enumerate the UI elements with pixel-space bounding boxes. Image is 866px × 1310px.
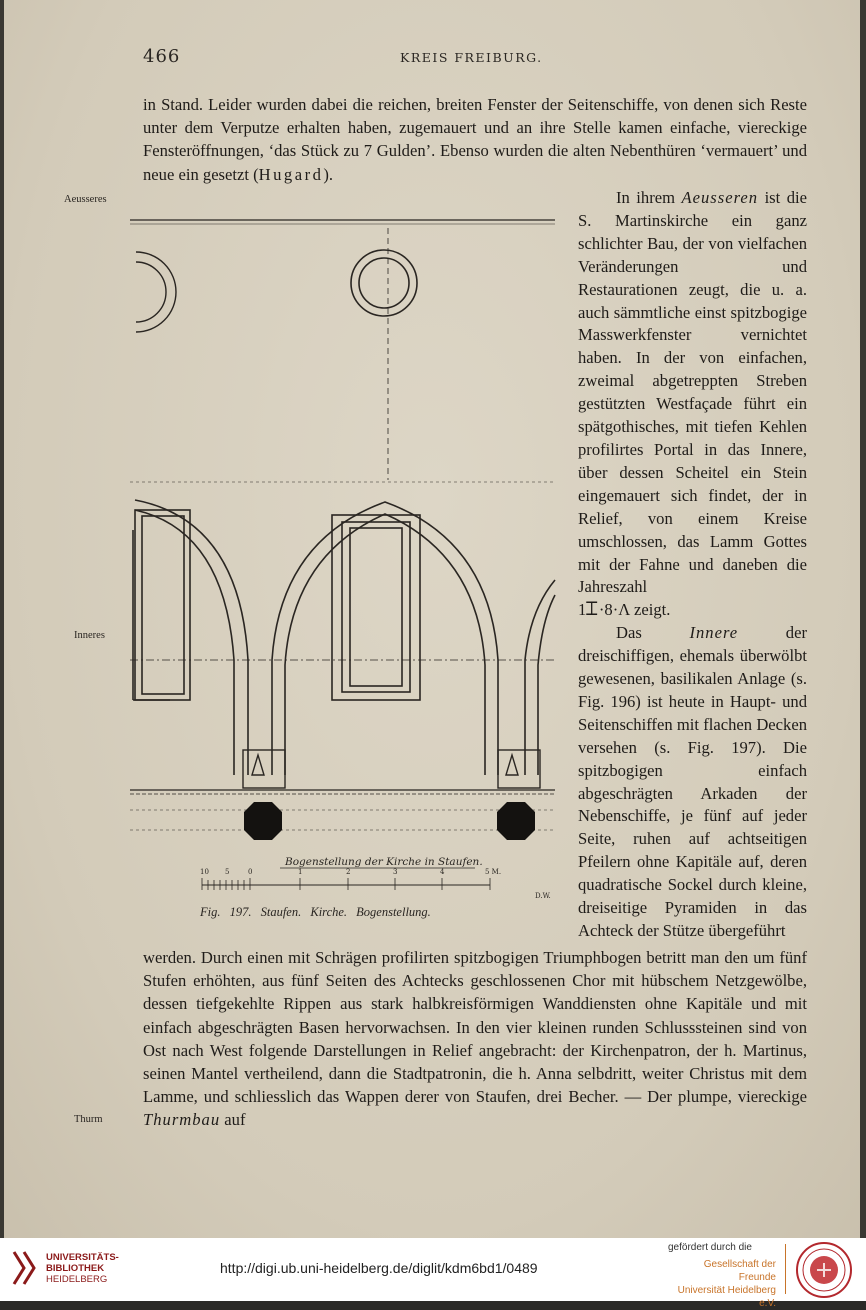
inneres-lead: Das [616,623,690,643]
octagon-piers [244,802,535,840]
scale-label-3: 3 [393,868,398,876]
pier-bases [243,750,540,788]
right-column [578,187,807,943]
running-title: KREIS FREIBURG. [400,50,543,65]
footer-bar [0,1238,866,1309]
figure-caption: Fig. 197. Staufen. Kirche. Bogenstellung. [200,905,431,919]
page-edge-left [0,0,4,1238]
scale-label-0: 0 [248,868,253,876]
author-hugard: Hugard [258,164,324,184]
year-suffix: zeigt. [629,600,671,620]
year-glyphs: 1𐊈·8·Λ [578,600,630,620]
university-library-logo-icon [10,1248,40,1288]
library-line-2: BIBLIOTHEK [46,1263,105,1274]
bottom-paragraph-text: werden. Durch einen mit Schrägen profilirten spitzbogigen Triumphbogen betritt man den um fünf Stufen erhöhten, aus fünf Seiten des Achtecks geschlossenen Chor mit hübschem Netzgewölbe, dessen tiefgekehlte Rippen aus stark halbkreisförmigen Wanddiensten ohne Kapitäle und mit einfach abgeschrägten Basen hervorwachsen. In den vier kleinen runden Schlusssteinen sind von Ost nach West folgende Darstellungen in Relief angebracht: der Kirchenpatron, der h. Martinus, seinen Mantel vertheilend, dann die Stadtpatronin, die h. Anna selbdritt, weiter Christus mit dem Lamme, und schliesslich das Wappen derer von Staufen, drei Becher. — Der plumpe, viereckige [143,948,807,1107]
university-seal-icon [795,1241,853,1299]
aeusseres-text: ist die S. Martinskirche ein ganz schlichter Bau, der von vielfachen Veränderungen und Restaurationen zeugt, die u. a. auch sämmtliche einst spitzbogige Masswerkfenster vernichtet haben. In der von einfachen, zweimal abgetreppten Streben gestützten Westfaçade führt ein spätgothisches, mit tiefen Kehlen profilirtes Portal in das Innere, über dessen Scheitel ein Stein eingemauert sich findet, der in Relief, von einem Kreise umschlossen, das Lamm Gottes mit der Fahne und daneben die Jahreszahl [578,188,808,597]
footer-divider [785,1244,786,1294]
scale-label-5: 5 [225,868,230,876]
bottom-paragraph [143,946,807,1132]
scale-label-2: 2 [346,868,351,876]
margin-note-inneres: Inneres [74,630,105,641]
inneres-text: der dreischiffigen, ehemals überwölbt gewesenen, basilikalen Anlage (s. Fig. 196) ist heute in Haupt- und Seitenschiffen mit flachen Decken versehen (s. Fig. 197). Die spitzbogigen einfach abgeschrägten Arkaden der Nebenschiffe, je fünf auf jeder Seite, ruhen auf achtseitigen Pfeilern ohne Kapitäle auf, deren quadratische Sockel durch kleine, dreiseitige Pyramiden in das Achteck der Stütze übergeführt [578,623,807,940]
thurm-heading: Thurmbau [143,1110,221,1130]
floor-lines [130,790,555,830]
draftsman-signature: D.W. [535,892,551,900]
aeusseres-heading: Aeusseren [681,188,759,207]
top-paragraph-end: ). [323,164,334,184]
scale-bar [202,878,490,890]
round-window [351,250,417,316]
scale-label-10: 10 [200,868,209,876]
ceiling-line [130,220,555,224]
page-number: 466 [143,46,181,67]
running-head [0,46,866,68]
scale-labels [200,868,501,876]
society-line-2: Universität Heidelberg e.V. [677,1285,776,1309]
aeusseres-lead: In ihrem [616,188,682,207]
society-line-1: Gesellschaft der Freunde [703,1259,776,1283]
arch-right [525,580,555,775]
margin-note-thurm: Thurm [74,1114,103,1125]
handwritten-label: Bogenstellung der Kirche in Staufen. [285,856,483,868]
funded-by-label: gefördert durch die [668,1242,752,1253]
library-name [46,1252,119,1285]
arch-center [272,502,498,775]
scale-label-5m: 5 M. [485,868,502,876]
figure-bogenstellung [130,210,570,900]
scale-label-1: 1 [298,868,303,876]
bottom-paragraph-end: auf [220,1110,246,1130]
scale-label-4: 4 [440,868,445,876]
page-edge-right [860,0,866,1238]
library-line-3: HEIDELBERG [46,1274,108,1285]
top-paragraph-text: in Stand. Leider wurden dabei die reichen, breiten Fenster der Seitenschiffe, von denen sich Reste unter dem Verputze erhalten haben, zugemauert und an ihre Stelle kamen einfache, viereckige Fensteröffnungen, ‘das Stück zu 7 Gulden’. Ebenso wurden die alten Nebenthüren ‘vermauert’ und neue ein gesetzt ( [143,95,807,184]
half-round-window [136,252,176,332]
inneres-heading: Innere [689,623,739,643]
library-line-1: UNIVERSITÄTS- [46,1252,119,1263]
permalink-url[interactable]: http://digi.ub.uni-heidelberg.de/diglit/kdm6bd1/0489 [220,1260,538,1276]
top-paragraph [143,93,807,186]
window-center [332,515,420,700]
society-name [668,1258,776,1310]
margin-note-aeusseres: Aeusseres [64,194,107,205]
window-left [135,510,190,700]
